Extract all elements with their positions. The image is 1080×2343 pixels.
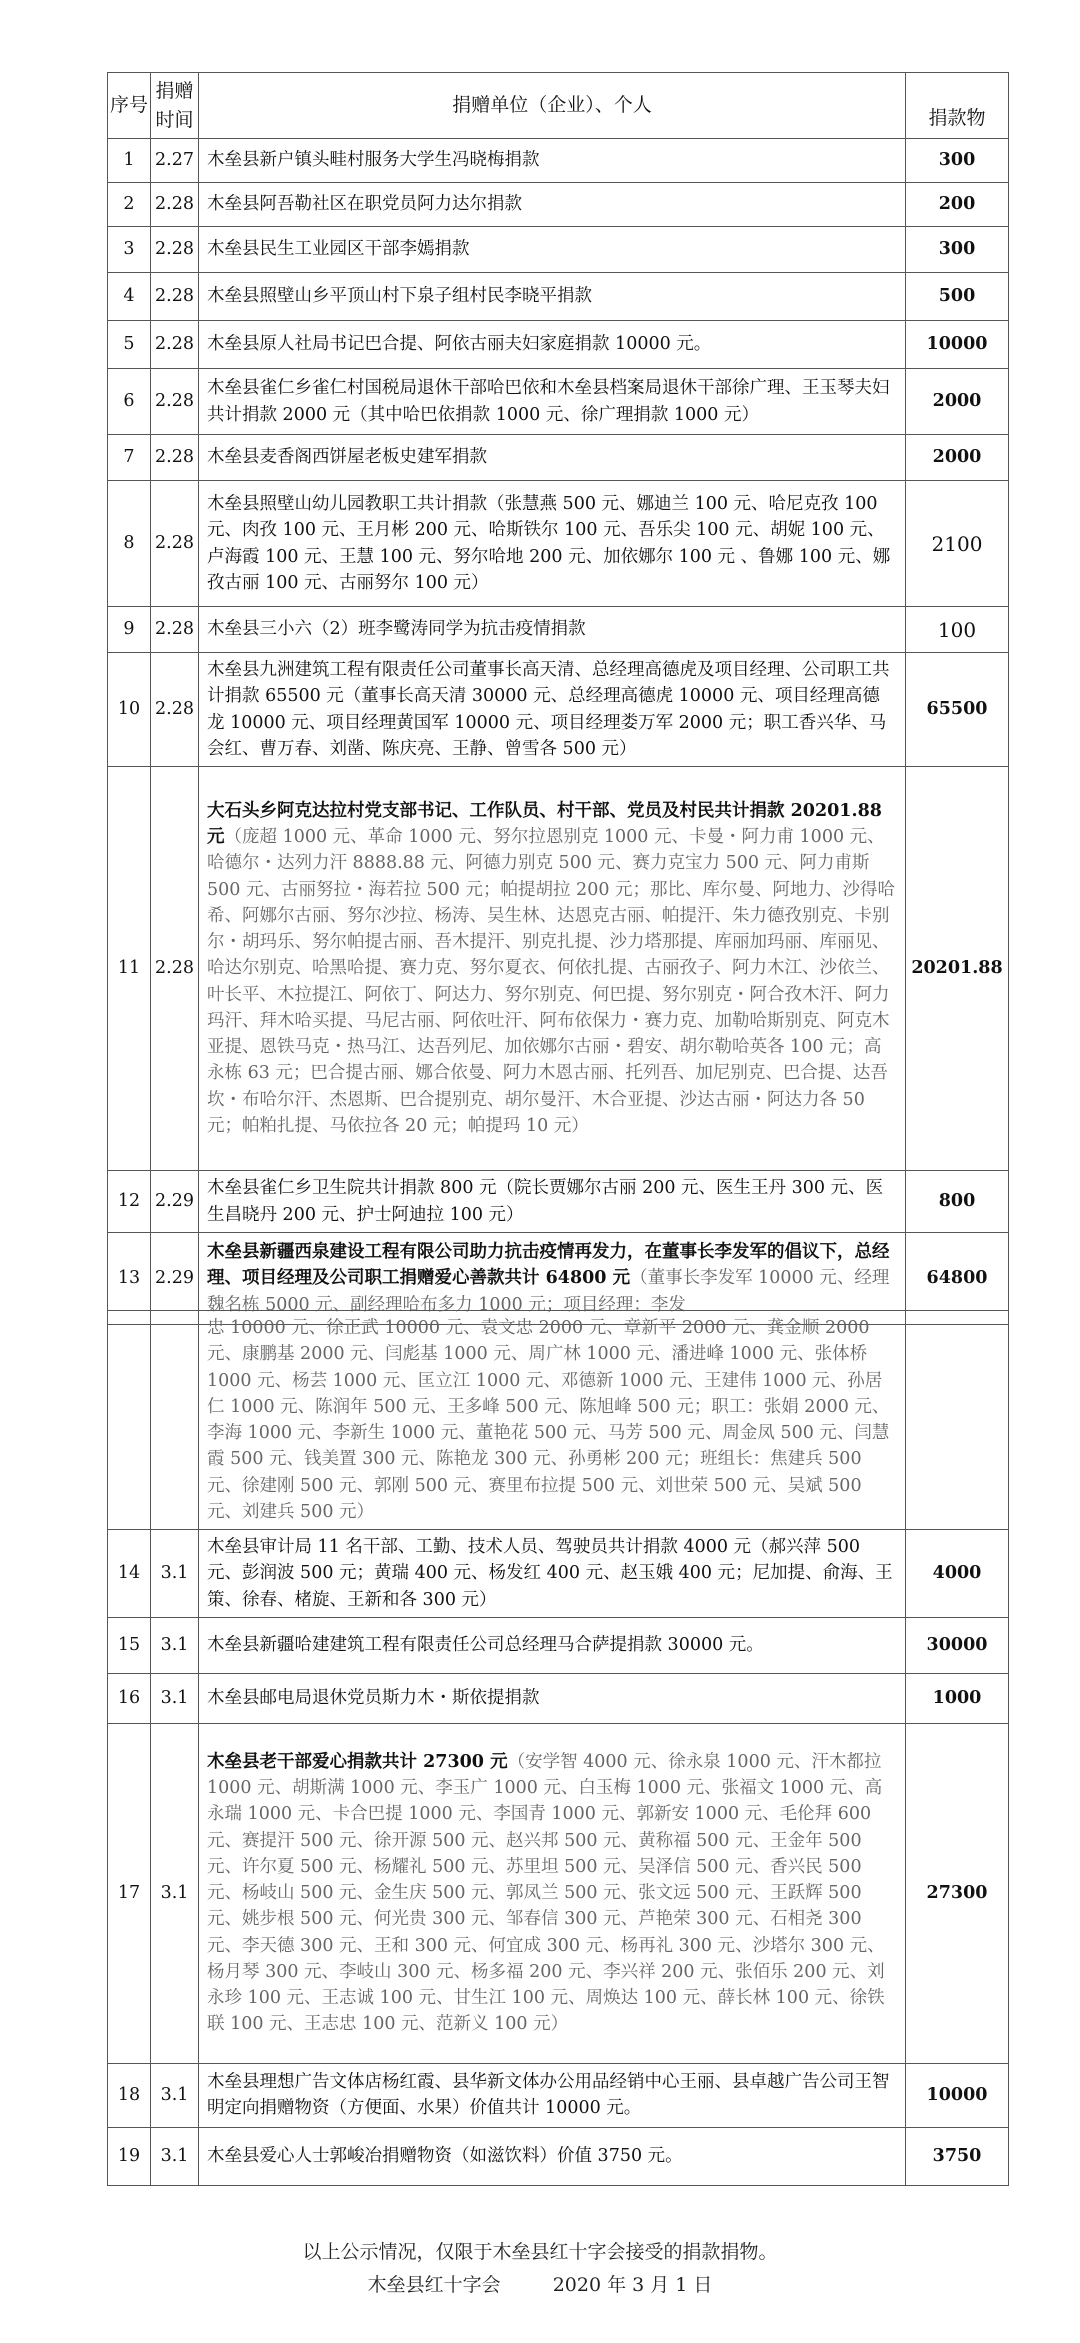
- row-date: 2.28: [151, 435, 199, 481]
- row-no: 6: [108, 369, 151, 435]
- header-no: 序号: [108, 73, 151, 139]
- donation-table-part1: [107, 72, 1009, 1325]
- row-amount: 200: [906, 183, 1009, 227]
- footer-signature: [0, 2270, 1080, 2297]
- row-date: 2.28: [151, 227, 199, 273]
- row-desc: 木垒县雀仁乡卫生院共计捐款 800 元（院长贾娜尔古丽 200 元、医生王丹 300 元、医生昌晓丹 200 元、护士阿迪拉 100 元）: [199, 1171, 906, 1233]
- row-no: 11: [108, 767, 151, 1171]
- row-no: 14: [108, 1530, 151, 1618]
- row-no: 18: [108, 2063, 151, 2127]
- table-row: [108, 1617, 1009, 1673]
- table-row-continued: [108, 1311, 1009, 1530]
- row-desc-bold: 木垒县新疆西泉建设工程有限公司助力抗击疫情再发力，在董事长李发军的倡议下，总经理、项目经理及公司职工捐赠爱心善款共计 64800 元: [207, 1242, 890, 1289]
- row-amount: 10000: [906, 2063, 1009, 2127]
- row-date: 2.27: [151, 139, 199, 183]
- row-no: 10: [108, 653, 151, 767]
- row-amount: 2100: [906, 481, 1009, 607]
- row-no: 13: [108, 1233, 151, 1325]
- table-row: [108, 273, 1009, 321]
- row-no: 4: [108, 273, 151, 321]
- row-no: 2: [108, 183, 151, 227]
- row-desc: 木垒县麦香阁西饼屋老板史建军捐款: [199, 435, 906, 481]
- table-row: [108, 1530, 1009, 1618]
- row-desc-continued: 忠 10000 元、徐正武 10000 元、袁文忠 2000 元、章新平 2000 元、龚金顺 2000 元、康鹏基 2000 元、闫彪基 1000 元、周广林 1000 元、潘进峰 1000 元、张体桥 1000 元、杨芸 1000 元、匡立江 1000 元、邓德新 1000 元、王建伟 1000 元、孙居仁 1000 元、陈润年 500 元、王多峰 500 元、陈旭峰 500 元；职工：张娟 2000 元、李海 1000 元、李新生 1000 元、董艳花 500 元、马芳 500 元、周金凤 500 元、闫慧霞 500 元、钱美置 300 元、陈艳龙 300 元、孙勇彬 200 元；班组长：焦建兵 500 元、徐建刚 500 元、郭刚 500 元、赛里布拉提 500 元、刘世荣 500 元、吴斌 500 元、刘建兵 500 元）: [199, 1311, 906, 1530]
- table-row: [108, 321, 1009, 369]
- row-no: 19: [108, 2127, 151, 2185]
- row-amount: 100: [906, 607, 1009, 653]
- row-no: 7: [108, 435, 151, 481]
- table-row: [108, 369, 1009, 435]
- row-desc: 木垒县雀仁乡雀仁村国税局退休干部哈巴依和木垒县档案局退休干部徐广理、王玉琴夫妇共计捐款 2000 元（其中哈巴依捐款 1000 元、徐广理捐款 1000 元）: [199, 369, 906, 435]
- row-date: 3.1: [151, 2127, 199, 2185]
- row-amount: 64800: [906, 1233, 1009, 1325]
- row-amount: 4000: [906, 1530, 1009, 1618]
- table-row: [108, 767, 1009, 1171]
- row-desc: 木垒县审计局 11 名干部、工勤、技术人员、驾驶员共计捐款 4000 元（郝兴萍 500 元、彭润波 500 元；黄瑞 400 元、杨发红 400 元、赵玉娥 400 元；尼加提、俞海、王策、徐春、楮旋、王新和各 300 元）: [199, 1530, 906, 1618]
- row-amount: 300: [906, 139, 1009, 183]
- footer-note: 以上公示情况，仅限于木垒县红十字会接受的捐款捐物。: [302, 2241, 778, 2263]
- row-date: 2.29: [151, 1233, 199, 1325]
- footer-date: 2020 年 3 月 1 日: [552, 2274, 713, 2296]
- table-row: [108, 183, 1009, 227]
- row-amount: 30000: [906, 1617, 1009, 1673]
- row-no: 8: [108, 481, 151, 607]
- row-desc: 木垒县邮电局退休党员斯力木・斯依提捐款: [199, 1673, 906, 1723]
- donation-table-part2: [107, 1310, 1009, 2186]
- row-amount: [906, 1311, 1009, 1530]
- row-no: 16: [108, 1673, 151, 1723]
- row-desc: [199, 1723, 906, 2063]
- row-date: 2.28: [151, 183, 199, 227]
- row-desc: 木垒县民生工业园区干部李嫣捐款: [199, 227, 906, 273]
- row-no: 12: [108, 1171, 151, 1233]
- row-date: 2.28: [151, 653, 199, 767]
- header-amount: 捐款物: [906, 73, 1009, 139]
- row-date: 2.28: [151, 481, 199, 607]
- row-no: 1: [108, 139, 151, 183]
- row-date: 2.28: [151, 767, 199, 1171]
- row-amount: 800: [906, 1171, 1009, 1233]
- table-row: [108, 653, 1009, 767]
- row-desc: 木垒县新疆哈建建筑工程有限责任公司总经理马合萨提捐款 30000 元。: [199, 1617, 906, 1673]
- row-desc: 木垒县阿吾勒社区在职党员阿力达尔捐款: [199, 183, 906, 227]
- row-desc: 木垒县爱心人士郭峻冶捐赠物资（如滋饮料）价值 3750 元。: [199, 2127, 906, 2185]
- table-row: [108, 435, 1009, 481]
- row-date: 3.1: [151, 2063, 199, 2127]
- table-row: [108, 1171, 1009, 1233]
- table-row: [108, 2127, 1009, 2185]
- row-amount: 2000: [906, 435, 1009, 481]
- table-row: [108, 1723, 1009, 2063]
- row-date: 2.28: [151, 607, 199, 653]
- row-no: 15: [108, 1617, 151, 1673]
- row-no: [108, 1311, 151, 1530]
- header-donor: 捐赠单位（企业）、个人: [199, 73, 906, 139]
- row-desc: 木垒县九洲建筑工程有限责任公司董事长高天清、总经理高德虎及项目经理、公司职工共计捐款 65500 元（董事长高天清 30000 元、总经理高德虎 10000 元、项目经理高德龙 10000 元、项目经理黄国军 10000 元、项目经理娄万军 2000 元；职工香兴华、马会红、曹万春、刘凿、陈庆亮、王静、曾雪各 500 元）: [199, 653, 906, 767]
- row-desc-detail: （庞超 1000 元、革命 1000 元、努尔拉恩别克 1000 元、卡曼・阿力甫 1000 元、哈德尔・达列力汗 8888.88 元、阿德力别克 500 元、赛力克宝力 500 元、阿力甫斯 500 元、古丽努拉・海若拉 500 元；帕提胡拉 200 元；那比、库尔曼、阿地力、沙得哈希、阿娜尔古丽、努尔沙拉、杨涛、吴生林、达恩克古丽、帕提汗、朱力德孜别克、卡别尔・胡玛乐、努尔帕提古丽、吾木提汗、别克扎提、沙力塔那提、库丽加玛丽、库丽见、哈达尔别克、哈黑哈提、赛力克、努尔夏衣、何依扎提、古丽孜子、阿力木江、沙依兰、叶长平、木拉提江、阿依丁、阿达力、努尔别克、何巴提、努尔别克・阿合孜木汗、阿力玛汗、拜木哈买提、马尼古丽、阿依吐汗、阿布依保力・赛力克、加勒哈斯别克、阿克木亚提、恩铁马克・热马江、达吾列尼、加依娜尔古丽・碧安、胡尔勒哈英各 100 元；高永栋 63 元；巴合提古丽、娜合依曼、阿力木恩古丽、托列吾、加尼别克、巴合提、达吾坎・布哈尔汗、杰恩斯、巴合提别克、胡尔曼汗、木合亚提、沙达古丽・阿达力各 50 元；帕粕扎提、马依拉各 20 元；帕提玛 10 元）: [207, 827, 896, 1136]
- header-date: 捐赠时间: [151, 73, 199, 139]
- row-amount: 2000: [906, 369, 1009, 435]
- row-date: 3.1: [151, 1673, 199, 1723]
- row-amount: 500: [906, 273, 1009, 321]
- row-desc: 木垒县新户镇头畦村服务大学生冯晓梅捐款: [199, 139, 906, 183]
- row-amount: 27300: [906, 1723, 1009, 2063]
- footer-org: 木垒县红十字会: [367, 2274, 501, 2296]
- row-date: 2.28: [151, 321, 199, 369]
- row-no: 17: [108, 1723, 151, 2063]
- row-date: 3.1: [151, 1723, 199, 2063]
- table-row: [108, 481, 1009, 607]
- table-row: [108, 607, 1009, 653]
- row-date: 3.1: [151, 1617, 199, 1673]
- row-desc-bold: 木垒县老干部爱心捐款共计 27300 元: [207, 1751, 508, 1772]
- row-desc-bold: 大石头乡阿克达拉村党支部书记、工作队员、村干部、党员及村民共计捐款 20201.88 元: [207, 800, 882, 848]
- table-row: [108, 2063, 1009, 2127]
- row-desc: [199, 767, 906, 1171]
- row-date: 2.28: [151, 369, 199, 435]
- row-no: 5: [108, 321, 151, 369]
- row-desc-detail: （董事长李发军 10000 元、经理魏名栋 5000 元、副经理哈布多力 1000 元；项目经理：李发: [207, 1268, 890, 1315]
- row-desc: 木垒县理想广告文体店杨红霞、县华新文体办公用品经销中心王丽、县卓越广告公司王智明定向捐赠物资（方便面、水果）价值共计 10000 元。: [199, 2063, 906, 2127]
- row-desc: 木垒县照壁山幼儿园教职工共计捐款（张慧燕 500 元、娜迪兰 100 元、哈尼克孜 100 元、肉孜 100 元、王月彬 200 元、哈斯铁尔 100 元、吾乐尖 100 元、胡妮 100 元、卢海霞 100 元、王慧 100 元、努尔哈地 200 元、加依娜尔 100 元 、鲁娜 100 元、娜孜古丽 100 元、古丽努尔 100 元）: [199, 481, 906, 607]
- row-no: 3: [108, 227, 151, 273]
- row-desc-detail: （安学智 4000 元、徐永泉 1000 元、汗木都拉 1000 元、胡斯满 1000 元、李玉广 1000 元、白玉梅 1000 元、张福文 1000 元、高永瑞 1000 元、卡合巴提 1000 元、李国青 1000 元、郭新安 1000 元、毛伦拜 600 元、赛提汗 500 元、徐开源 500 元、赵兴邦 500 元、黄称福 500 元、王金年 500 元、许尔夏 500 元、杨耀礼 500 元、苏里坦 500 元、吴泽信 500 元、香兴民 500 元、杨岐山 500 元、金生庆 500 元、郭凤兰 500 元、张文远 500 元、王跃辉 500 元、姚步根 500 元、何光贵 300 元、邹春信 300 元、芦艳荣 300 元、石相尧 300 元、李天德 300 元、王和 300 元、何宜成 300 元、杨再礼 300 元、沙塔尔 300 元、杨月琴 300 元、李岐山 300 元、杨多福 200 元、李兴祥 200 元、张佰乐 200 元、刘永珍 100 元、王志诚 100 元、甘生江 100 元、周焕达 100 元、薛长林 100 元、徐铁联 100 元、王志忠 100 元、范新义 100 元）: [207, 1751, 885, 2035]
- row-desc: 木垒县照壁山乡平顶山村下泉子组村民李晓平捐款: [199, 273, 906, 321]
- row-date: 3.1: [151, 1530, 199, 1618]
- row-date: [151, 1311, 199, 1530]
- row-no: 9: [108, 607, 151, 653]
- row-desc: 木垒县原人社局书记巴合提、阿依古丽夫妇家庭捐款 10000 元。: [199, 321, 906, 369]
- row-amount: 1000: [906, 1673, 1009, 1723]
- row-date: 2.29: [151, 1171, 199, 1233]
- table-row: [108, 139, 1009, 183]
- row-date: 2.28: [151, 273, 199, 321]
- row-amount: 300: [906, 227, 1009, 273]
- row-amount: 20201.88: [906, 767, 1009, 1171]
- table-row: [108, 227, 1009, 273]
- row-amount: 65500: [906, 653, 1009, 767]
- row-amount: 3750: [906, 2127, 1009, 2185]
- table-row: [108, 1673, 1009, 1723]
- row-amount: 10000: [906, 321, 1009, 369]
- row-desc: 木垒县三小六（2）班李鹭涛同学为抗击疫情捐款: [199, 607, 906, 653]
- table-header-row: [108, 73, 1009, 139]
